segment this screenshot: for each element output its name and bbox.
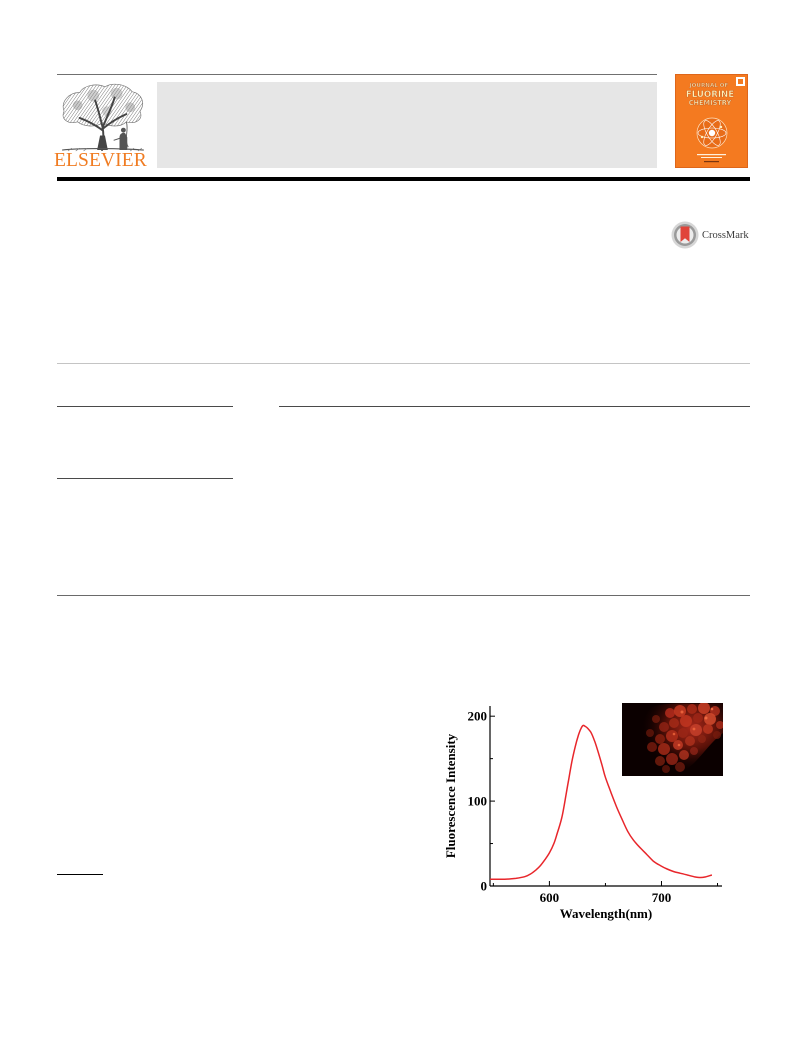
keywords-heading-rule: [57, 478, 233, 479]
journal-masthead-box: [157, 82, 657, 168]
y-tick-label: 0: [480, 878, 487, 894]
atom-icon: [697, 118, 727, 148]
abstract-end-rule: [57, 595, 750, 596]
header-top-rule: [57, 74, 657, 75]
journal-cover-thumbnail[interactable]: [675, 74, 748, 168]
y-axis-label: Fluorescence Intensity: [443, 733, 458, 859]
title-block-rule: [57, 363, 750, 364]
y-tick-label: 200: [467, 708, 487, 724]
abstract-heading-rule: [279, 406, 750, 407]
journal-cover-image: [675, 74, 748, 168]
cover-title-line2: FLUORINE: [685, 90, 735, 100]
elsevier-logo[interactable]: [54, 82, 150, 172]
x-tick-label: 600: [539, 890, 560, 905]
crossmark-badge[interactable]: [671, 221, 751, 250]
header-bottom-rule: [57, 177, 750, 181]
fluorescence-micrograph-inset: [622, 703, 723, 776]
article-info-heading-rule: [57, 406, 233, 407]
publisher-name: ELSEVIER: [54, 150, 147, 171]
cover-title-line3: CHEMISTRY: [688, 99, 732, 107]
y-tick-label: 100: [467, 793, 487, 809]
crossmark-icon: [671, 221, 699, 249]
micrograph-image: [622, 703, 723, 776]
cover-title-line1: JOURNAL OF: [689, 83, 729, 89]
footnote-rule: [57, 874, 103, 875]
x-tick-label: 700: [651, 890, 672, 905]
elsevier-tree-icon: [57, 82, 147, 152]
x-axis-label: Wavelength(nm): [559, 906, 653, 921]
crossmark-label: CrossMark: [702, 230, 749, 241]
